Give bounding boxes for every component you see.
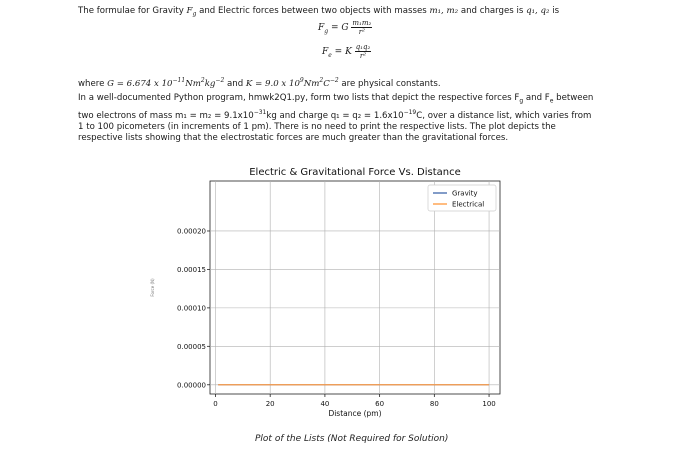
legend-label-electrical: Electrical xyxy=(452,200,485,209)
intro-text-c: and charges is xyxy=(458,6,527,16)
chart-title: Electric & Gravitational Force Vs. Distance xyxy=(249,167,461,178)
gravity-denominator: r² xyxy=(358,28,365,36)
task-line-3: 1 to 100 picometers (in increments of 1 pm). There is no need to print the respective lists. The plot depicts the xyxy=(78,121,556,132)
masses-symbol: m₁, m₂ xyxy=(429,6,459,16)
y-tick-label: 0.00000 xyxy=(177,381,206,390)
constants-line: where G = 6.674 x $10^{-11}Nm^2kg^{-2}$ and K = 9.0 x $10^9Nm^2C^{-2}$ are physical constants. xyxy=(78,77,441,89)
x-tick-label: 0 xyxy=(213,400,218,408)
x-tick-label: 100 xyxy=(482,400,496,408)
task-line-1: In a well-documented Python program, hmwk2Q1.py, form two lists that depict the respective forces $F_g$ and $F_e$ between xyxy=(78,93,594,105)
electric-formula: $F_e = K$ $\frac{\text{q₁q₂}}{\text{r²}}$ xyxy=(322,43,371,60)
x-tick-label: 20 xyxy=(265,400,275,408)
x-axis-label: Distance (pm) xyxy=(328,409,382,418)
y-tick-label: 0.00020 xyxy=(177,227,206,236)
intro-text-a: The formulae for Gravity xyxy=(78,6,187,16)
task-line-2: two electrons of mass $m_1 = m_2 = 9.1x10^{-31}kg$ and charge $q_1 = q_2 = 1.6x10^{-19}C$, over a distance list, which varies from xyxy=(78,108,592,121)
g-constant: G = 6.674 x 10 xyxy=(107,78,173,89)
y-tick-label: 0.00005 xyxy=(177,342,206,351)
intro-text-b: and Electric forces between two objects with masses xyxy=(196,6,430,16)
gravity-formula: $F_g = G$ $\frac{\text{m₁m₂}}{\text{r²}}$ xyxy=(318,19,372,36)
y-axis-label: Force (N) xyxy=(150,278,155,297)
x-tick-label: 40 xyxy=(320,400,330,408)
y-tick-label: 0.00010 xyxy=(177,304,206,313)
x-tick-label: 80 xyxy=(429,400,439,408)
x-tick-label: 60 xyxy=(375,400,385,408)
k-constant: K = 9.0 x 10 xyxy=(245,78,300,89)
plot-caption: Plot of the Lists (Not Required for Solution) xyxy=(255,434,449,444)
charges-symbol: q₁, q₂ xyxy=(526,6,550,16)
task-line-4: respective lists showing that the electrostatic forces are much greater than the gravitational forces. xyxy=(78,132,509,143)
fg-symbol: $F_g$ xyxy=(186,6,197,18)
plot-area xyxy=(210,181,500,394)
y-tick-label: 0.00015 xyxy=(177,265,206,274)
electric-denominator: r² xyxy=(359,52,367,60)
intro-text-d: is xyxy=(549,6,560,16)
gravity-numerator: m₁m₂ xyxy=(352,19,372,27)
legend-label-gravity: Gravity xyxy=(452,189,478,198)
electric-numerator: q₁q₂ xyxy=(355,43,371,51)
